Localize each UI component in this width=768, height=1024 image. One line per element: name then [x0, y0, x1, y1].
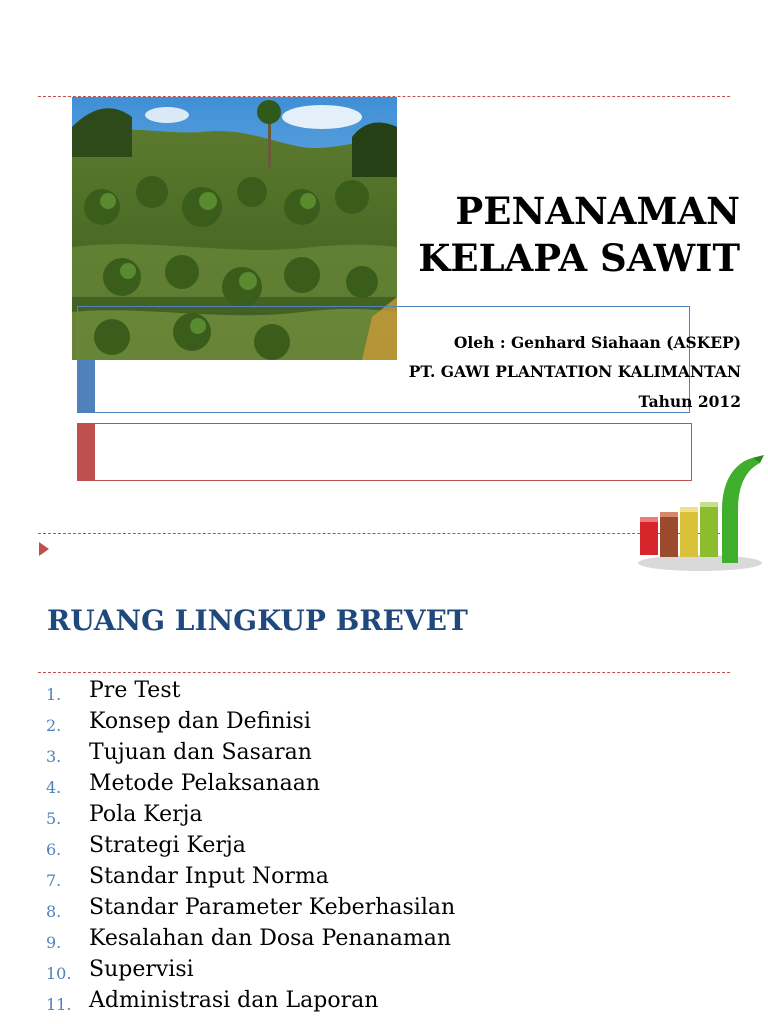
- list-item-number: 7.: [46, 871, 62, 890]
- title-divider: [38, 672, 730, 673]
- list-item-label: Supervisi: [89, 957, 194, 982]
- list-item-label: Standar Input Norma: [89, 864, 329, 889]
- blue-accent-bar: [77, 360, 95, 413]
- subtitle-box: [77, 306, 690, 413]
- list-item-number: 1.: [46, 685, 62, 704]
- list-item-label: Kesalahan dan Dosa Penanaman: [89, 926, 452, 951]
- list-item-label: Konsep dan Definisi: [89, 709, 311, 734]
- list-item-label: Tujuan dan Sasaran: [89, 740, 312, 765]
- list-item-number: 10.: [46, 964, 72, 983]
- list-item-number: 5.: [46, 809, 62, 828]
- growth-bar-chart-icon: [630, 455, 768, 575]
- list-item-number: 4.: [46, 778, 62, 797]
- title-line-1: PENANAMAN: [455, 189, 740, 233]
- triangle-right-icon: [39, 542, 49, 556]
- company-line: PT. GAWI PLANTATION KALIMANTAN: [408, 362, 741, 381]
- list-item-number: 2.: [46, 716, 62, 735]
- list-item-label: Pola Kerja: [89, 802, 203, 827]
- slide-title: [418, 188, 740, 282]
- list-item-label: Standar Parameter Keberhasilan: [89, 895, 456, 920]
- section-divider: [38, 533, 730, 534]
- year-line: Tahun 2012: [638, 392, 741, 411]
- list-item-number: 3.: [46, 747, 62, 766]
- section-title: RUANG LINGKUP BREVET: [47, 604, 468, 637]
- author-line: Oleh : Genhard Siahaan (ASKEP): [453, 333, 741, 352]
- list-item-label: Administrasi dan Laporan: [89, 988, 379, 1013]
- list-item-number: 8.: [46, 902, 62, 921]
- list-item-number: 9.: [46, 933, 62, 952]
- list-item-label: Pre Test: [89, 678, 181, 703]
- footer-box: [77, 423, 692, 481]
- list-item-number: 6.: [46, 840, 62, 859]
- list-item-label: Metode Pelaksanaan: [89, 771, 321, 796]
- title-line-2: KELAPA SAWIT: [418, 236, 740, 280]
- red-accent-bar: [77, 423, 95, 481]
- list-item-label: Strategi Kerja: [89, 833, 246, 858]
- list-item-number: 11.: [46, 995, 72, 1014]
